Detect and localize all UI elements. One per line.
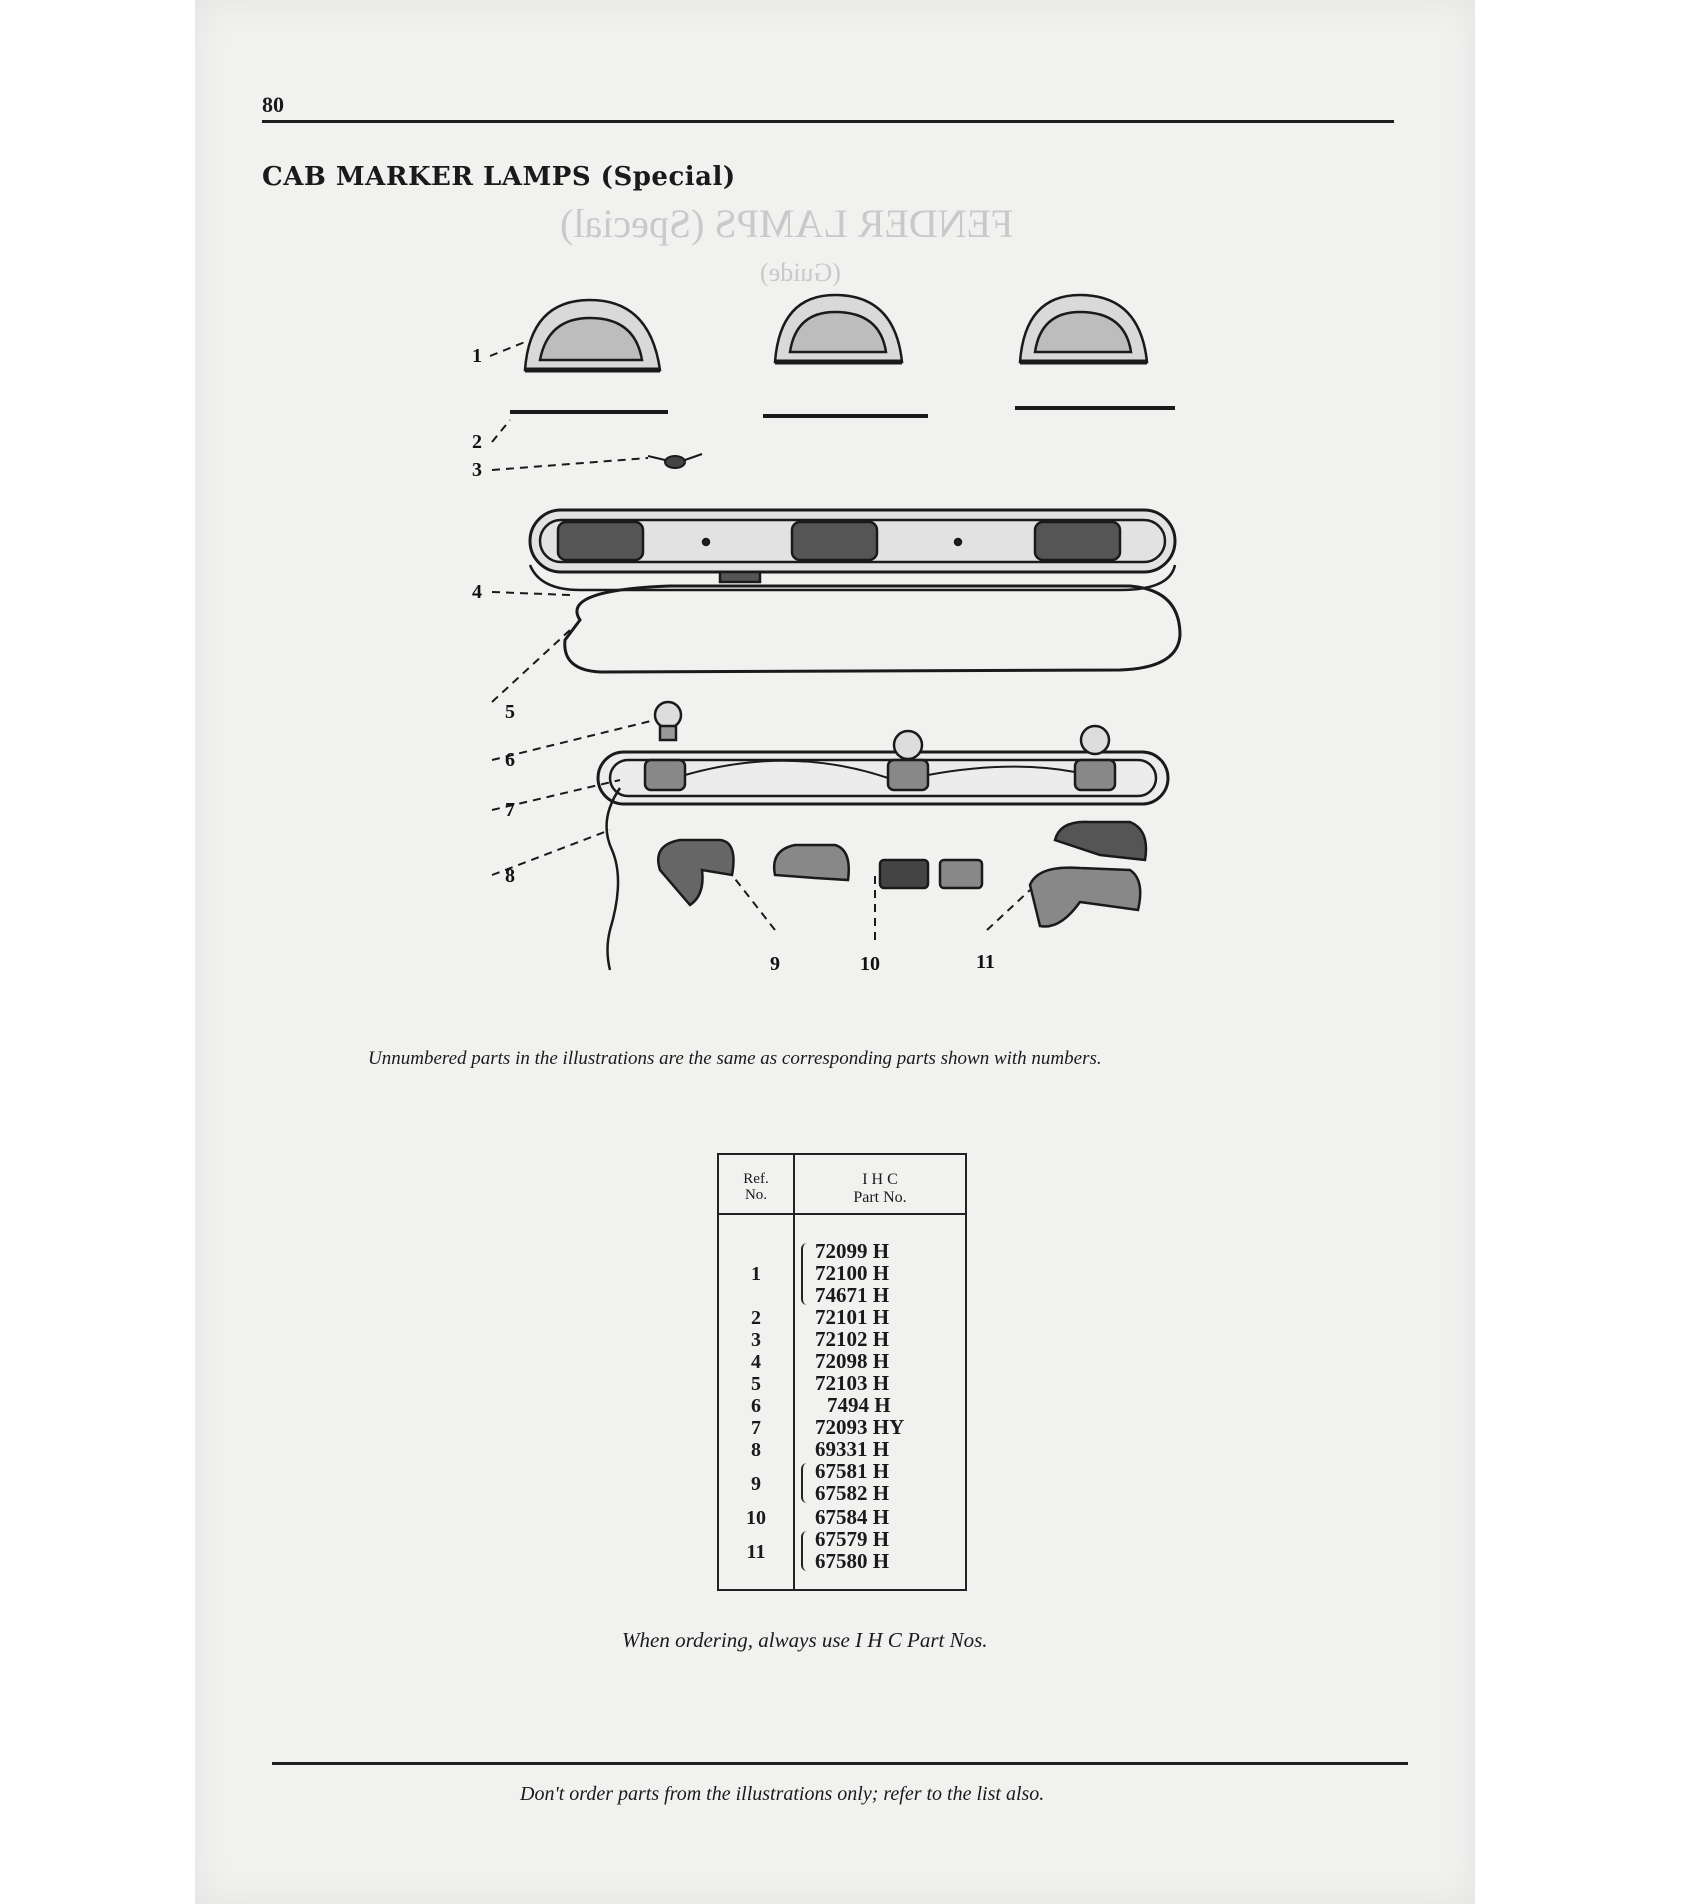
- row-brace: [801, 1243, 811, 1305]
- part-no: 7494 H: [827, 1393, 891, 1417]
- part-no: 67579 H: [815, 1527, 890, 1551]
- row-brace: [801, 1531, 811, 1571]
- part-no: 69331 H: [815, 1437, 890, 1461]
- lamp-lens-2: [775, 295, 902, 362]
- footer-rule: [272, 1762, 1408, 1765]
- callout-1: 1: [472, 345, 482, 367]
- ref-no: 9: [751, 1473, 761, 1495]
- part-no: 72101 H: [815, 1305, 890, 1329]
- part-no: 67581 H: [815, 1459, 890, 1483]
- top-cover: [530, 510, 1175, 590]
- part-no: 72093 HY: [815, 1415, 905, 1439]
- ref-no: 5: [751, 1373, 761, 1395]
- header-rule: [262, 120, 1394, 123]
- callout-2: 2: [472, 431, 482, 453]
- part-no: 74671 H: [815, 1283, 890, 1307]
- column-divider: [793, 1155, 795, 1589]
- exploded-parts-illustration: [470, 290, 1190, 1010]
- ref-no: 1: [751, 1263, 761, 1285]
- page-title: CAB MARKER LAMPS (Special): [262, 162, 736, 192]
- callout-11: 11: [976, 951, 995, 973]
- part-no: 72098 H: [815, 1349, 890, 1373]
- ref-no: 7: [751, 1417, 761, 1439]
- ref-no: 3: [751, 1329, 761, 1351]
- lamp-lens-1: [525, 300, 660, 370]
- part-no: 72103 H: [815, 1371, 890, 1395]
- mounting-pad-9: [658, 840, 849, 905]
- header-ihc-part-no: I H C Part No.: [853, 1171, 907, 1206]
- page-number: 80: [262, 92, 284, 117]
- header-divider: [719, 1213, 965, 1215]
- ref-no: 6: [751, 1395, 761, 1417]
- mounting-block-10: [880, 860, 982, 888]
- ref-no: 10: [746, 1507, 766, 1529]
- part-no: 72100 H: [815, 1261, 890, 1285]
- callout-3: 3: [472, 459, 482, 481]
- part-no: 72102 H: [815, 1327, 890, 1351]
- cable: [607, 788, 620, 970]
- callout-5: 5: [505, 701, 515, 723]
- part-no: 72099 H: [815, 1239, 890, 1263]
- parts-table: [717, 1153, 967, 1591]
- base-plate: [598, 726, 1168, 804]
- illustration-caption: Unnumbered parts in the illustrations are the same as corresponding parts shown with numbers.: [368, 1048, 1102, 1069]
- row-brace: [801, 1463, 811, 1503]
- callout-8: 8: [505, 865, 515, 887]
- ordering-note: When ordering, always use I H C Part Nos.: [622, 1628, 988, 1652]
- ref-no: 11: [746, 1541, 766, 1563]
- ref-no: 8: [751, 1439, 761, 1461]
- mounting-bracket-11: [1030, 822, 1146, 927]
- callout-10: 10: [860, 953, 880, 975]
- callout-6: 6: [505, 749, 515, 771]
- ref-no: 2: [751, 1307, 761, 1329]
- ref-no: 4: [751, 1351, 761, 1373]
- bulb: [655, 702, 681, 740]
- callout-7: 7: [505, 799, 515, 821]
- bleed-through-text: FENDER LAMPS (Special): [560, 201, 1014, 246]
- header-ref-no: Ref. No.: [743, 1171, 769, 1203]
- callout-4: 4: [472, 581, 482, 603]
- callout-9: 9: [770, 953, 780, 975]
- part-no: 67582 H: [815, 1481, 890, 1505]
- lamp-lens-3: [1020, 295, 1147, 362]
- gasket: [565, 586, 1180, 672]
- bleed-through-text: (Guide): [760, 258, 841, 287]
- part-no: 67580 H: [815, 1549, 890, 1573]
- part-no: 67584 H: [815, 1505, 890, 1529]
- footer-note: Don't order parts from the illustrations only; refer to the list also.: [520, 1783, 1045, 1805]
- rivet: [648, 454, 702, 468]
